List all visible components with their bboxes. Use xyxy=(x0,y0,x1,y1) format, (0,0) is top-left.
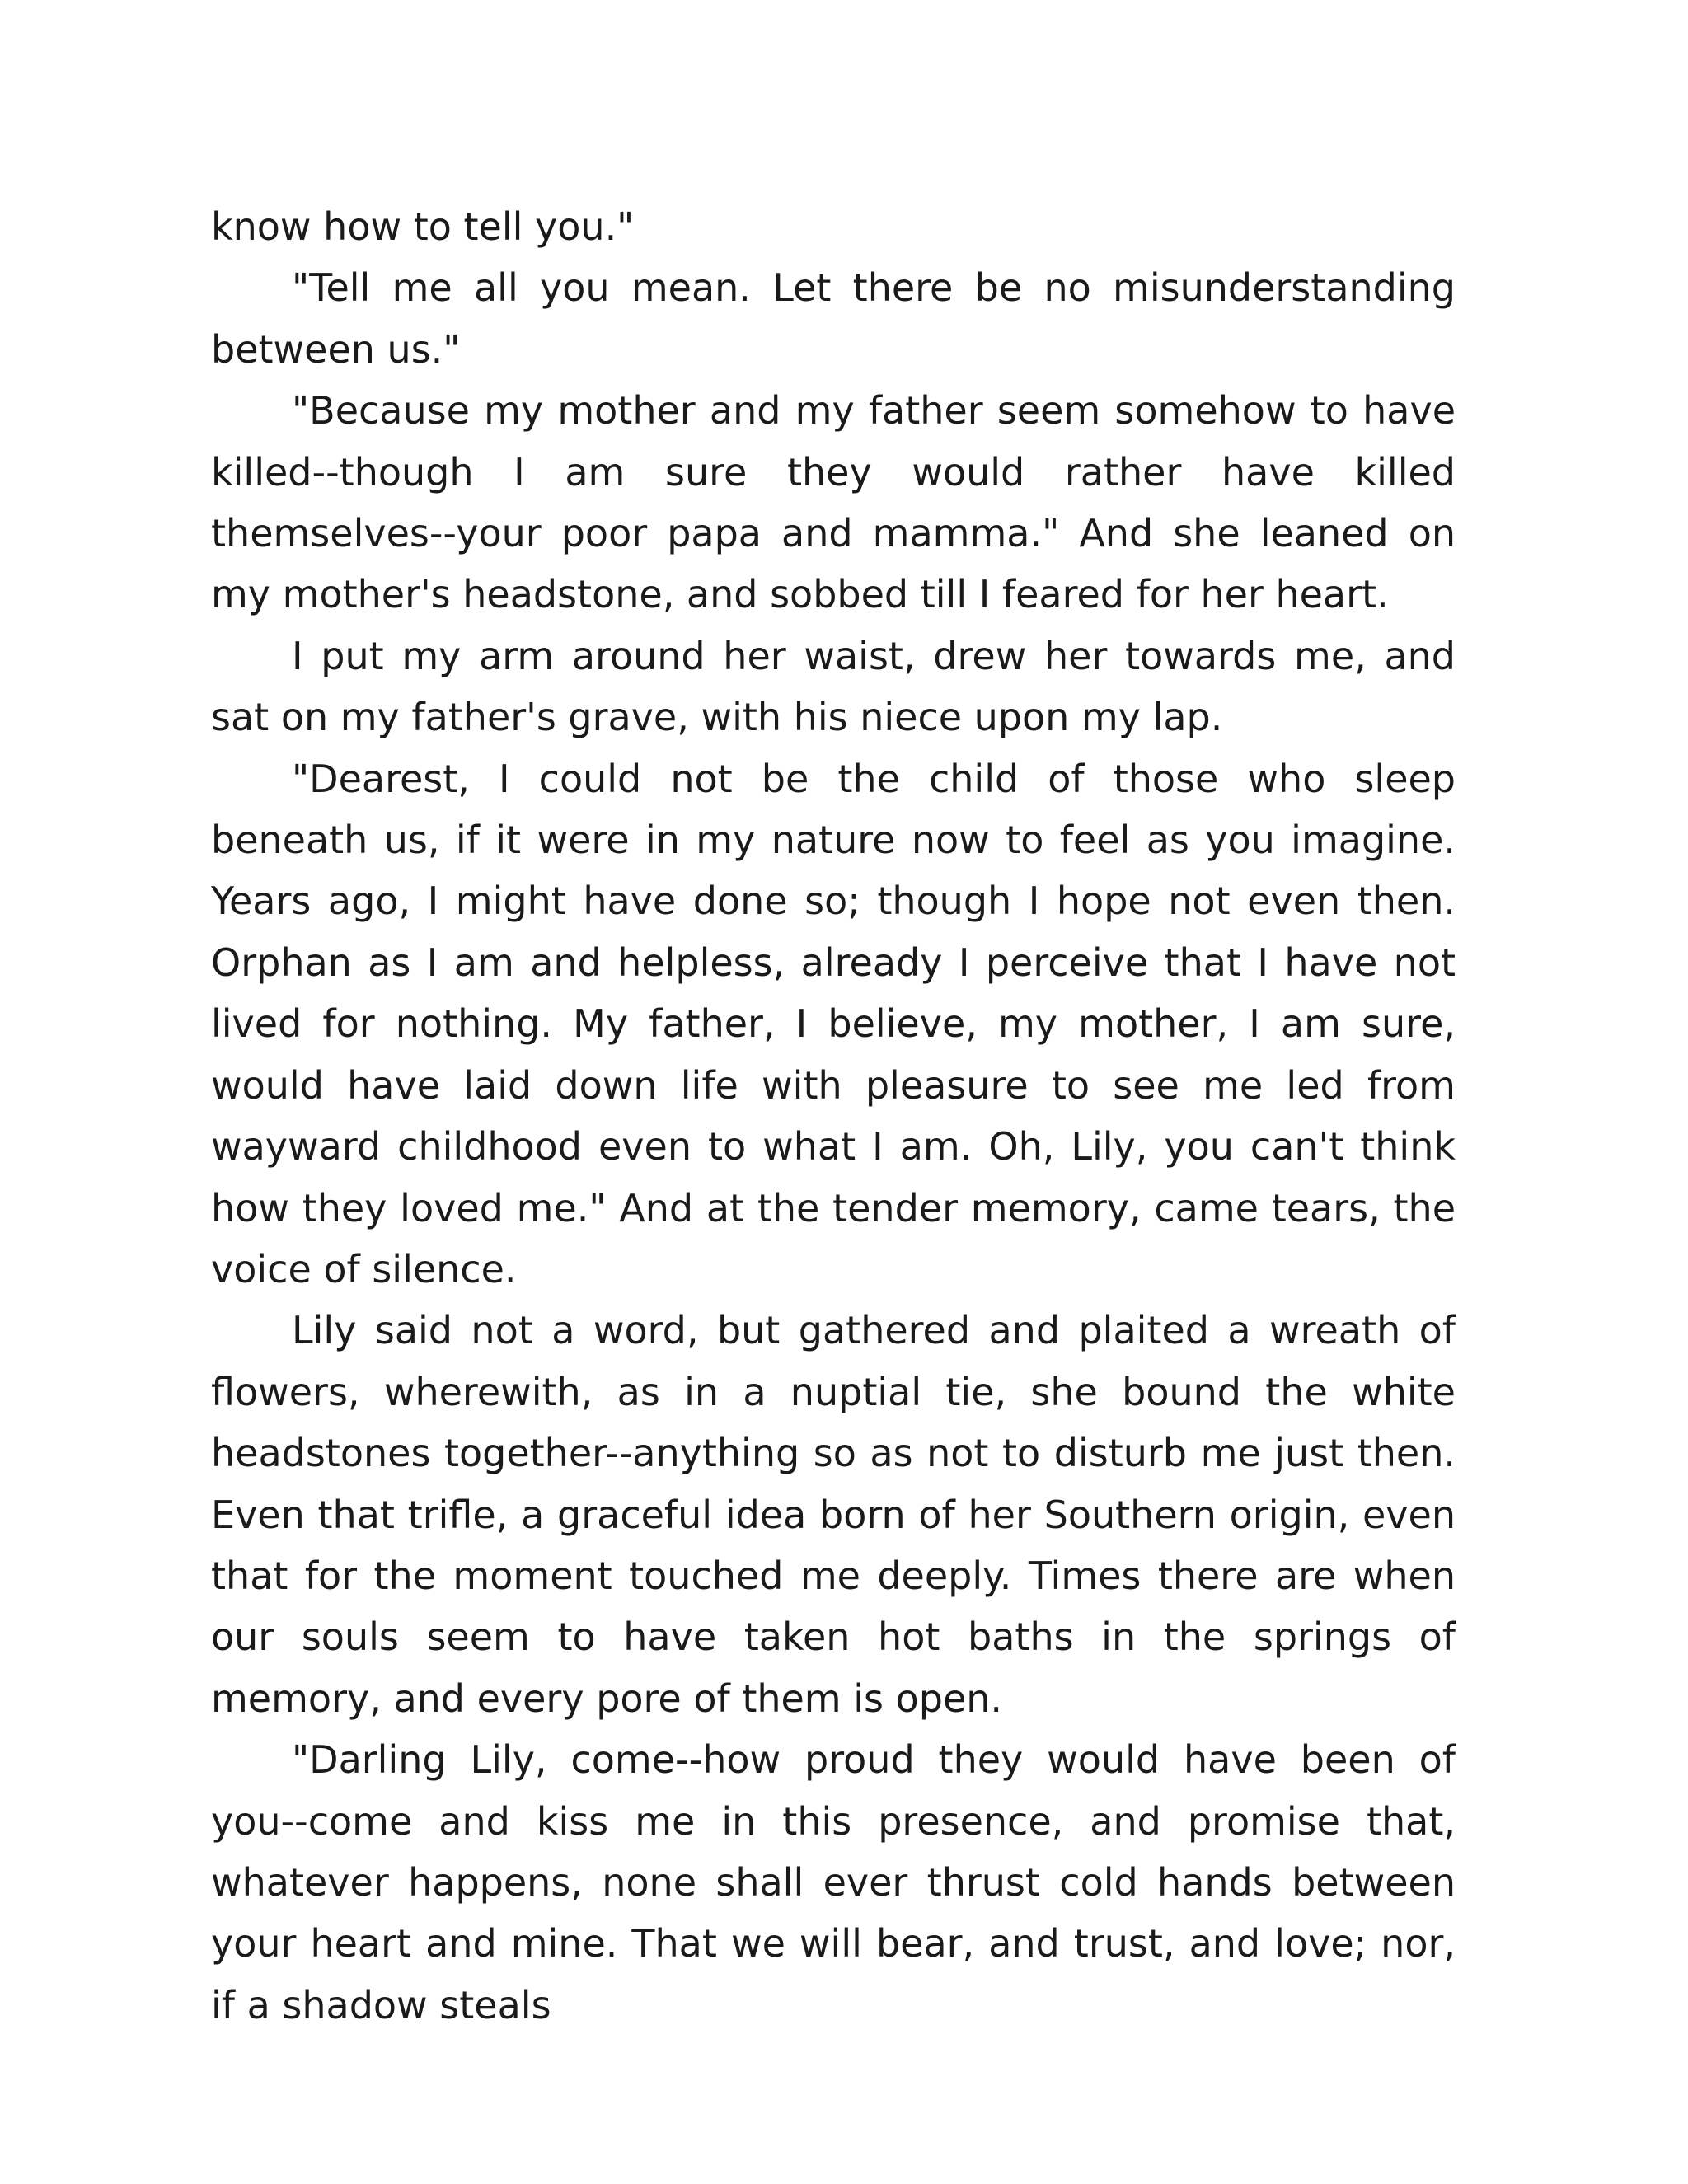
paragraph: "Tell me all you mean. Let there be no misunderstanding between us." xyxy=(211,265,1456,372)
paragraph: "Darling Lily, come--how proud they would have been of you--come and kiss me in this presence, and promise that, whatever happens, none shall ever thrust cold hands between your heart and mine. That we will bear, and trust, and love; nor, if a shadow steals xyxy=(211,1737,1456,2027)
paragraph: Lily said not a word, but gathered and plaited a wreath of flowers, wherewith, as in a nuptial tie, she bound the white headstones together--anything so as not to disturb me just then. Even that trifle, a graceful idea born of her Southern origin, even that for the moment touched me deeply. Times there are when our souls seem to have taken hot baths in the springs of memory, and every pore of them is open. xyxy=(211,1308,1456,1721)
paragraph: "Dearest, I could not be the child of those who sleep beneath us, if it were in my nature now to feel as you imagine. Years ago, I might have done so; though I hope not even then. Orphan as I am and helpless, already I perceive that I have not lived for nothing. My father, I believe, my mother, I am sure, would have laid down life with pleasure to see me led from wayward childhood even to what I am. Oh, Lily, you can't think how they loved me." And at the tender memory, came tears, the voice of silence. xyxy=(211,756,1456,1291)
paragraph-continuation: know how to tell you." xyxy=(211,204,635,249)
paragraph: "Because my mother and my father seem somehow to have killed--though I am sure they would rather have killed themselves--your poor papa and mamma." And she leaned on my mother's headstone, and sobbed till I feared for her heart. xyxy=(211,388,1456,617)
paragraph: I put my arm around her waist, drew her towards me, and sat on my father's grave, with his niece upon my lap. xyxy=(211,633,1456,740)
page-body xyxy=(211,196,1456,2036)
